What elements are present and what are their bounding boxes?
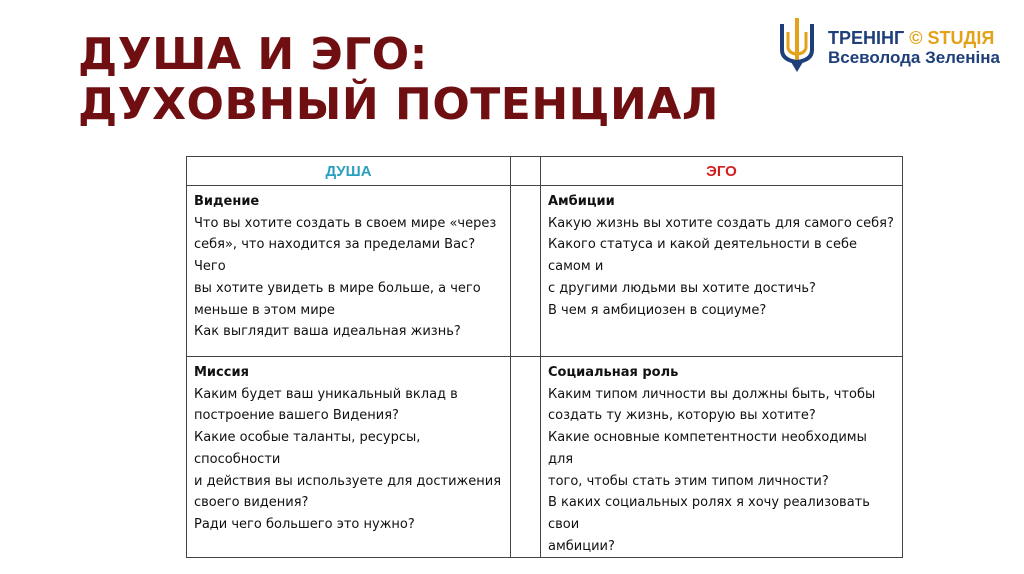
- cell-line: Ради чего большего это нужно?: [194, 516, 415, 532]
- cell-line: Какого статуса и какой деятельности в себе самом и: [548, 237, 857, 275]
- logo-text: [828, 28, 1000, 68]
- cell-line: В каких социальных ролях я хочу реализовать свои: [548, 495, 870, 532]
- trident-icon: [776, 14, 818, 76]
- header-ego: ЭГО: [541, 157, 903, 186]
- cell-line: Каким будет ваш уникальный вклад в: [194, 386, 458, 402]
- cell-title: Видение: [194, 194, 260, 209]
- cell-line: Каким типом личности вы должны быть, чтобы: [548, 386, 876, 402]
- studio-logo: [776, 14, 1016, 76]
- cell-line: того, чтобы стать этим типом личности?: [548, 473, 829, 489]
- cell-line: В чем я амбициозен в социуме?: [548, 302, 767, 318]
- cell-social-role: [541, 357, 903, 558]
- cell-title: Миссия: [194, 365, 249, 380]
- cell-middle: [511, 186, 541, 357]
- table-header-row: [187, 157, 903, 186]
- cell-line: своего видения?: [194, 495, 309, 511]
- cell-line: с другими людьми вы хотите достичь?: [548, 280, 816, 296]
- cell-line: и действия вы используете для достижения: [194, 473, 502, 489]
- cell-mission: [187, 357, 511, 558]
- header-middle: [511, 157, 541, 186]
- cell-line: меньше в этом мире: [194, 302, 335, 318]
- cell-line: создать ту жизнь, которую вы хотите?: [548, 408, 816, 424]
- cell-line: Какую жизнь вы хотите создать для самого себя?: [548, 215, 894, 231]
- slide-title: [78, 30, 719, 130]
- cell-line: построение вашего Видения?: [194, 408, 399, 424]
- cell-line: амбиции?: [548, 538, 615, 554]
- cell-title: Амбиции: [548, 194, 615, 209]
- header-soul: ДУША: [187, 157, 511, 186]
- slide-title-line-1: ДУША И ЭГО:: [78, 29, 428, 80]
- cell-line: Что вы хотите создать в своем мире «через: [194, 215, 497, 231]
- cell-title: Социальная роль: [548, 365, 679, 380]
- cell-line: вы хотите увидеть в мире больше, а чего: [194, 280, 481, 296]
- soul-ego-table: [186, 156, 903, 558]
- cell-vision: [187, 186, 511, 357]
- logo-word-training: ТРЕНІНГ: [828, 28, 905, 48]
- cell-line: Какие основные компетентности необходимы для: [548, 430, 867, 467]
- table-row: [187, 186, 903, 357]
- cell-line: Какие особые таланты, ресурсы, способности: [194, 430, 421, 467]
- logo-word-studio: © STUДІЯ: [909, 28, 995, 48]
- cell-ambitions: [541, 186, 903, 357]
- cell-middle: [511, 357, 541, 558]
- cell-line: себя», что находится за пределами Вас? Чего: [194, 237, 476, 275]
- slide-title-line-2: ДУХОВНЫЙ ПОТЕНЦИАЛ: [78, 79, 719, 130]
- cell-line: Как выглядит ваша идеальная жизнь?: [194, 324, 461, 340]
- table-row: [187, 357, 903, 558]
- logo-author: Всеволода Зеленіна: [828, 48, 1000, 67]
